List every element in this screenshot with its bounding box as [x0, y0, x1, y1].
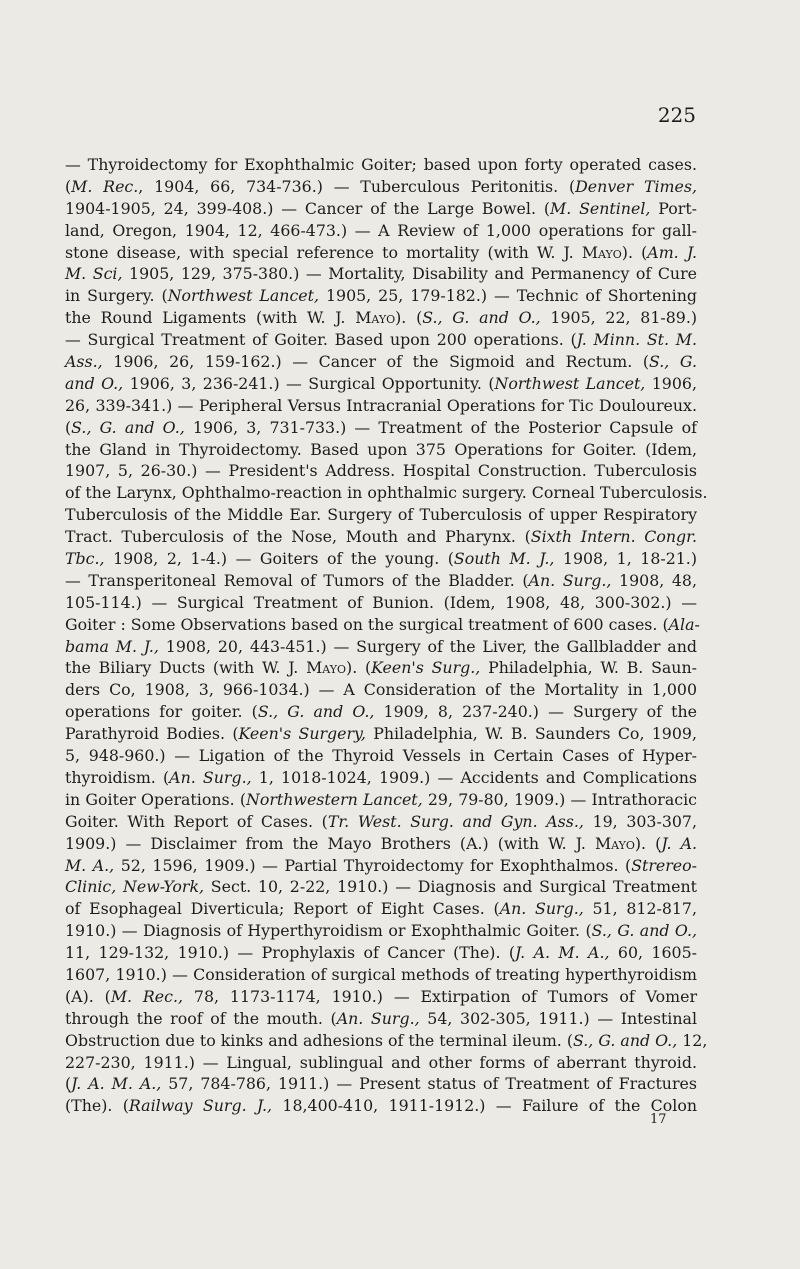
- text-line: [65, 811, 697, 833]
- text-run: land, Oregon, 1904, 12, 466-473.) — A Review of 1,000 operations for gall-: [65, 220, 697, 240]
- text-run: Tr. West. Surg. and Gyn. Ass.,: [327, 811, 584, 831]
- text-line: [65, 636, 697, 658]
- text-run: Tract. Tuberculosis of the Nose, Mouth and Pharynx. (: [65, 527, 531, 547]
- text-line: [65, 285, 697, 307]
- text-run: 51, 812-817,: [583, 899, 698, 919]
- text-run: Philadelphia, W. B. Saun-: [480, 658, 697, 678]
- text-line: [65, 767, 697, 789]
- text-run: 1909.) — Disclaimer from the Mayo Brothers (A.) (with W. J.: [65, 833, 595, 853]
- text-run: (: [65, 417, 72, 437]
- text-run: in Goiter Operations. (: [65, 789, 247, 809]
- text-run: S., G. and O.,: [257, 702, 375, 722]
- text-run: J. Minn. St. M.: [576, 330, 697, 350]
- text-run: 1, 1018-1024, 1909.) — Accidents and Complications: [251, 767, 697, 787]
- text-line: [65, 351, 697, 373]
- text-run: (: [65, 176, 72, 196]
- text-line: [65, 657, 697, 679]
- text-run: ). (: [634, 833, 662, 853]
- text-run: Port-: [650, 198, 698, 218]
- text-run: Mayo: [581, 242, 622, 262]
- text-run: J. A.: [661, 833, 697, 853]
- text-run: Ala-: [668, 614, 700, 634]
- text-line: [65, 570, 697, 592]
- text-line: [65, 789, 697, 811]
- text-run: 1906,: [645, 373, 697, 393]
- bibliography-text: [65, 154, 708, 1117]
- text-run: S., G. and O.,: [422, 308, 541, 328]
- text-run: 1908, 20, 443-451.) — Surgery of the Liver, the Gallbladder and: [158, 636, 697, 656]
- text-line: [65, 1073, 697, 1095]
- text-run: S., G. and O.,: [573, 1030, 678, 1050]
- text-run: — Surgical Treatment of Goiter. Based upon 200 operations. (: [65, 330, 577, 350]
- text-line: [65, 1052, 697, 1074]
- text-run: An. Surg.,: [336, 1008, 420, 1028]
- text-run: 54, 302-305, 1911.) — Intestinal: [419, 1008, 698, 1028]
- text-line: [65, 723, 697, 745]
- text-line: [65, 176, 697, 198]
- text-line: [65, 460, 697, 482]
- text-run: Mayo: [355, 308, 396, 328]
- text-run: 11, 129-132, 1910.) — Prophylaxis of Cancer (The). (: [65, 943, 516, 963]
- page-number: 225: [657, 103, 696, 127]
- text-line: [65, 307, 697, 329]
- text-run: M. A.,: [65, 855, 115, 875]
- text-line: [65, 220, 697, 242]
- text-run: Philadelphia, W. B. Saunders Co, 1909,: [365, 724, 697, 744]
- text-line: [65, 329, 697, 351]
- text-run: Mayo: [306, 658, 347, 678]
- text-run: in Surgery. (: [65, 286, 168, 306]
- text-run: operations for goiter. (: [65, 702, 258, 722]
- text-run: J. A. M. A.,: [71, 1074, 162, 1094]
- text-run: 1607, 1910.) — Consideration of surgical methods of treating hyperthyroidism: [65, 964, 697, 984]
- text-run: Ass.,: [65, 352, 103, 372]
- text-line: [65, 373, 697, 395]
- text-line: [65, 701, 697, 723]
- text-line: [65, 439, 697, 461]
- text-run: 1906, 3, 731-733.) — Treatment of the Posterior Capsule of: [184, 417, 697, 437]
- text-run: through the roof of the mouth. (: [65, 1008, 337, 1028]
- text-line: [65, 592, 697, 614]
- text-run: 1908, 2, 1-4.) — Goiters of the young. (: [104, 549, 454, 569]
- text-run: Sixth Intern. Congr.: [530, 527, 697, 547]
- text-line: [65, 1008, 697, 1030]
- text-run: Clinic, New-York,: [65, 877, 205, 897]
- text-run: 12,: [677, 1030, 708, 1050]
- text-run: (The). (: [65, 1096, 129, 1116]
- text-run: 105-114.) — Surgical Treatment of Bunion. (Idem, 1908, 48, 300-302.) —: [65, 592, 697, 612]
- text-run: the Biliary Ducts (with W. J.: [65, 658, 307, 678]
- text-run: 1910.) — Diagnosis of Hyperthyroidism or Exophthalmic Goiter. (: [65, 921, 592, 941]
- signature-mark: 17: [650, 1112, 667, 1127]
- text-run: 18,400-410, 1911-1912.) — Failure of the Colon: [272, 1096, 698, 1116]
- text-run: (: [65, 1074, 72, 1094]
- text-run: Sect. 10, 2-22, 1910.) — Diagnosis and Surgical Treatment: [204, 877, 697, 897]
- text-run: Goiter. With Report of Cases. (: [65, 811, 328, 831]
- text-run: Tbc.,: [65, 549, 105, 569]
- text-line: [65, 1095, 697, 1117]
- text-run: 1908, 1, 18-21.): [554, 549, 697, 569]
- text-line: [65, 526, 697, 548]
- text-line: [65, 898, 697, 920]
- text-line: [65, 548, 697, 570]
- text-run: Goiter : Some Observations based on the surgical treatment of 600 cases. (: [65, 614, 669, 634]
- text-run: S., G. and O.,: [591, 921, 697, 941]
- text-run: ). (: [346, 658, 372, 678]
- text-line: [65, 614, 700, 636]
- text-run: 52, 1596, 1909.) — Partial Thyroidectomy for Exophthalmos. (: [114, 855, 632, 875]
- text-run: stone disease, with special reference to mortality (with W. J.: [65, 242, 582, 262]
- text-run: Keen's Surgery,: [238, 724, 366, 744]
- text-run: bama M. J.,: [65, 636, 159, 656]
- text-run: 78, 1173-1174, 1910.) — Extirpation of Tumors of Vomer: [183, 986, 697, 1006]
- text-line: [65, 855, 697, 877]
- text-run: Tuberculosis of the Middle Ear. Surgery of Tuberculosis of upper Respiratory: [65, 505, 697, 525]
- text-line: [65, 986, 697, 1008]
- text-line: [65, 745, 697, 767]
- text-run: Am. J.: [647, 242, 697, 262]
- text-run: ). (: [621, 242, 648, 262]
- text-run: 1905, 25, 179-182.) — Technic of Shortening: [319, 286, 697, 306]
- text-run: 1904-1905, 24, 399-408.) — Cancer of the Large Bowel. (: [65, 198, 551, 218]
- text-line: [65, 876, 697, 898]
- text-run: 60, 1605-: [609, 943, 697, 963]
- text-run: and O.,: [65, 373, 124, 393]
- text-line: [65, 417, 697, 439]
- text-run: An. Surg.,: [528, 570, 612, 590]
- text-line: [65, 198, 697, 220]
- text-run: ders Co, 1908, 3, 966-1034.) — A Consideration of the Mortality in 1,000: [65, 680, 697, 700]
- text-run: M. Rec.: [71, 176, 139, 196]
- text-run: — Transperitoneal Removal of Tumors of the Bladder. (: [65, 570, 529, 590]
- text-run: S., G.: [649, 352, 697, 372]
- text-run: ). (: [395, 308, 423, 328]
- text-run: , 1904, 66, 734-736.) — Tuberculous Peritonitis. (: [138, 176, 576, 196]
- text-run: 1908, 48,: [611, 570, 697, 590]
- text-run: 227-230, 1911.) — Lingual, sublingual and other forms of aberrant thyroid.: [65, 1052, 697, 1072]
- text-run: 26, 339-341.) — Peripheral Versus Intracranial Operations for Tic Douloureux.: [65, 395, 697, 415]
- text-run: 29, 79-80, 1909.) — Intrathoracic: [422, 789, 698, 809]
- text-run: thyroidism. (: [65, 767, 170, 787]
- text-run: Denver Times,: [575, 176, 697, 196]
- text-run: Northwest Lancet,: [167, 286, 320, 306]
- text-run: 57, 784-786, 1911.) — Present status of Treatment of Fractures: [161, 1074, 697, 1094]
- text-run: the Round Ligaments (with W. J.: [65, 308, 356, 328]
- text-run: S., G. and O.,: [71, 417, 185, 437]
- text-run: 1906, 3, 236-241.) — Surgical Opportunity. (: [123, 373, 495, 393]
- text-run: Strereo-: [631, 855, 698, 875]
- text-run: M. Rec.,: [110, 986, 184, 1006]
- text-run: 1907, 5, 26-30.) — President's Address. Hospital Construction. Tuberculosis: [65, 461, 697, 481]
- text-run: M. Sentinel,: [550, 198, 651, 218]
- text-run: (A). (: [65, 986, 111, 1006]
- text-run: J. A. M. A.,: [515, 943, 610, 963]
- text-run: Obstruction due to kinks and adhesions of the terminal ileum. (: [65, 1030, 574, 1050]
- text-line: [65, 920, 697, 942]
- text-line: [65, 242, 697, 264]
- text-run: the Gland in Thyroidectomy. Based upon 375 Operations for Goiter. (Idem,: [65, 439, 697, 459]
- text-run: Railway Surg. J.,: [128, 1096, 273, 1116]
- text-run: 5, 948-960.) — Ligation of the Thyroid Vessels in Certain Cases of Hyper-: [65, 746, 697, 766]
- text-run: Northwestern Lancet,: [246, 789, 423, 809]
- text-run: 19, 303-307,: [583, 811, 697, 831]
- text-run: An. Surg.,: [499, 899, 584, 919]
- text-run: — Thyroidectomy for Exophthalmic Goiter; based upon forty operated cases.: [65, 155, 697, 174]
- text-run: of the Larynx, Ophthalmo-reaction in ophthalmic surgery. Corneal Tuberculosis.: [65, 483, 708, 503]
- text-run: 1905, 22, 81-89.): [540, 308, 698, 328]
- text-run: Parathyroid Bodies. (: [65, 724, 239, 744]
- text-run: 1909, 8, 237-240.) — Surgery of the: [374, 702, 697, 722]
- text-line: [65, 395, 697, 417]
- text-run: of Esophageal Diverticula; Report of Eight Cases. (: [65, 899, 500, 919]
- text-line: [65, 482, 708, 504]
- text-line: [65, 679, 697, 701]
- text-run: Northwest Lancet,: [494, 373, 646, 393]
- text-run: M. Sci,: [65, 264, 123, 284]
- text-line: [65, 263, 697, 285]
- text-run: Keen's Surg.,: [371, 658, 481, 678]
- text-line: [65, 504, 697, 526]
- text-line: [65, 833, 697, 855]
- text-line: [65, 942, 697, 964]
- text-run: Mayo: [594, 833, 635, 853]
- text-run: 1906, 26, 159-162.) — Cancer of the Sigmoid and Rectum. (: [102, 352, 650, 372]
- text-run: An. Surg.,: [169, 767, 252, 787]
- text-line: [65, 964, 697, 986]
- text-line: [65, 154, 697, 176]
- text-line: [65, 1030, 708, 1052]
- text-run: 1905, 129, 375-380.) — Mortality, Disability and Permanency of Cure: [122, 264, 697, 284]
- text-run: South M. J.,: [453, 549, 555, 569]
